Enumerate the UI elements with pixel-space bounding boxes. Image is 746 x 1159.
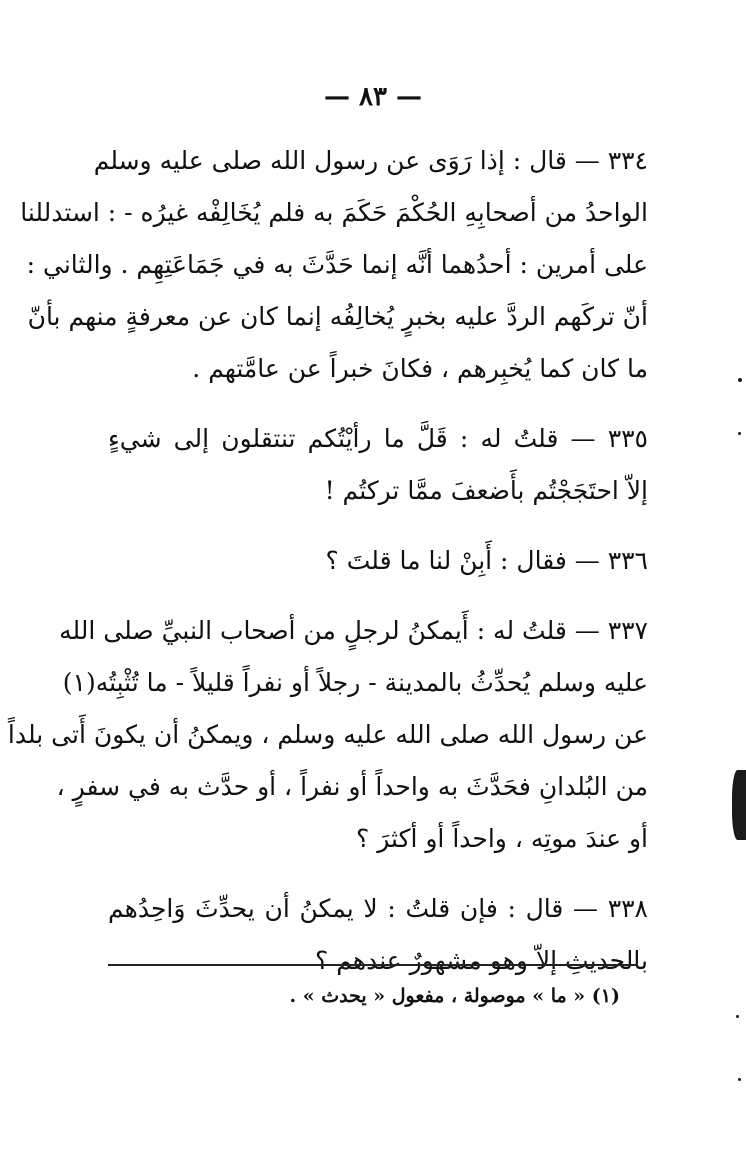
text-line: أو عندَ موتِه ، واحداً أو أكثرَ ؟ [356,824,648,853]
scan-speck [736,1015,739,1018]
text-line: عليه وسلم يُحدِّثُ بالمدينة - رجلاً أو نفراً قليلاً - ما تُثْبِتُه(١) [62,668,648,697]
text-line: عن رسول الله صلى الله عليه وسلم ، ويمكنُ أن يكونَ أَتى بلداً [7,720,648,749]
text-line: من البُلدانِ فحَدَّثَ به واحداً أو نفراً ، أو حدَّث به في سفرٍ ، [56,772,648,801]
footnote: (١) « ما » موصولة ، مفعول « يحدث » . [289,985,620,1007]
text-line: ٣٣٨ — قال : فإن قلتُ : لا يمكنُ أن يحدِّثَ وَاحِدُهم [108,894,648,923]
text-line: بالحديثِ إلاّ وهو مشهورٌ عندهم ؟ [315,946,648,975]
text-line: على أمرين : أحدُهما أنَّه إنما حَدَّثَ به في جَمَاعَتِهِم . والثاني : [26,250,648,279]
scan-speck [738,432,741,435]
scan-speck [738,1078,741,1081]
text-line: ٣٣٦ — فقال : أَبِنْ لنا ما قلتَ ؟ [325,546,648,575]
footnote-separator [108,964,638,966]
text-line: ٣٣٤ — قال : إذا رَوَى عن رسول الله صلى عليه وسلم [93,146,648,175]
page-number: — ٨٣ — [323,82,423,112]
text-line: أنّ تركَهم الردَّ عليه بخبرٍ يُخالِفُه إنما كان عن معرفةٍ منهم بأنّ [27,302,648,331]
text-line: ٣٣٥ — قلتُ له : قَلَّ ما رأيْتُكم تنتقلون إلى شيءٍ [108,424,648,453]
text-line: ٣٣٧ — قلتُ له : أَيمكنُ لرجلٍ من أصحاب النبيِّ صلى الله [59,616,648,645]
main-text [7,135,648,987]
scan-blot [732,770,746,840]
scan-speck [738,378,742,382]
text-line: الواحدُ من أصحابِهِ الحُكْمَ حَكَمَ به فلم يُخَالِفْه غيرُه - : استدللنا [20,198,648,227]
text-line: ما كان كما يُخبِرهم ، فكانَ خبراً عن عامَّتهم . [192,354,648,383]
text-line: إلاّ احتَجَجْتُم بأَضعفَ ممَّا تركتُم ! [324,476,648,505]
